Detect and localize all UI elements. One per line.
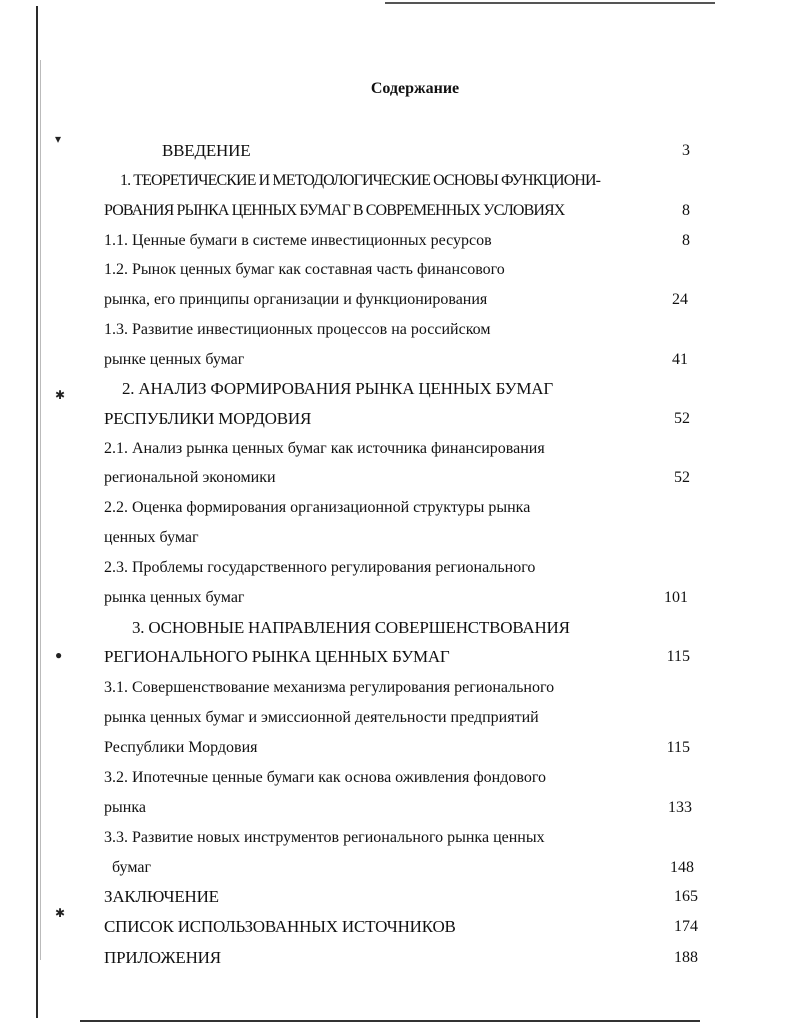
page-number: 3 [682, 142, 690, 159]
page-number: 101 [664, 589, 688, 606]
page-number: 115 [666, 648, 690, 665]
scan-mark: ✱ [55, 388, 66, 402]
page-number: 174 [674, 918, 698, 935]
toc-chapter-2-line-1: 2. АНАЛИЗ ФОРМИРОВАНИЯ РЫНКА ЦЕННЫХ БУМАГ [122, 379, 554, 398]
toc-chapter-3-line-1: 3. ОСНОВНЫЕ НАПРАВЛЕНИЯ СОВЕРШЕНСТВОВАНИЯ [132, 618, 570, 637]
toc-section-3-3-line-1: 3.3. Развитие новых инструментов регионального рынка ценных [104, 829, 545, 846]
page-number: 24 [672, 291, 688, 308]
scan-edge-line [36, 6, 38, 1018]
scan-edge-line-faint [40, 60, 41, 960]
toc-section-3-2-line-1: 3.2. Ипотечные ценные бумаги как основа оживления фондового [104, 769, 546, 786]
toc-section-1-3-line-1: 1.3. Развитие инвестиционных процессов на российском [104, 321, 491, 338]
toc-chapter-2-line-2: РЕСПУБЛИКИ МОРДОВИЯ [104, 409, 312, 428]
toc-section-1-3-line-2: рынке ценных бумаг [104, 351, 245, 368]
page-number: 165 [674, 888, 698, 905]
scan-top-line [385, 2, 715, 4]
page-number: 115 [666, 739, 690, 756]
toc-section-3-1-line-2: рынка ценных бумаг и эмиссионной деятельности предприятий [104, 709, 539, 726]
toc-section-2-1-line-1: 2.1. Анализ рынка ценных бумаг как источника финансирования [104, 440, 545, 457]
page-number: 148 [670, 859, 694, 876]
scan-mark: ✱ [55, 906, 66, 920]
toc-section-1-2-line-1: 1.2. Рынок ценных бумаг как составная часть финансового [104, 261, 505, 278]
toc-section-3-1-line-1: 3.1. Совершенствование механизма регулирования регионального [104, 679, 555, 696]
toc-chapter-1-line-2: РОВАНИЯ РЫНКА ЦЕННЫХ БУМАГ В СОВРЕМЕННЫХ УСЛОВИЯХ [104, 202, 565, 219]
toc-section-3-1-line-3: Республики Мордовия [104, 739, 258, 756]
scan-bottom-line [80, 1020, 700, 1022]
toc-conclusion: ЗАКЛЮЧЕНИЕ [104, 887, 219, 906]
scan-mark: ● [55, 648, 63, 662]
page-number: 133 [668, 799, 692, 816]
toc-section-3-2-line-2: рынка [104, 799, 146, 816]
page-number: 41 [672, 351, 688, 368]
toc-appendices: ПРИЛОЖЕНИЯ [104, 948, 221, 967]
toc-intro: ВВЕДЕНИЕ [162, 141, 251, 160]
page-number: 188 [674, 949, 698, 966]
toc-section-2-1-line-2: региональной экономики [104, 469, 276, 486]
toc-section-1-1: 1.1. Ценные бумаги в системе инвестиционных ресурсов [104, 232, 492, 249]
toc-chapter-3-line-2: РЕГИОНАЛЬНОГО РЫНКА ЦЕННЫХ БУМАГ [104, 647, 450, 666]
page-number: 8 [682, 202, 690, 219]
page-number: 8 [682, 232, 690, 249]
toc-section-2-3-line-1: 2.3. Проблемы государственного регулирования регионального [104, 559, 536, 576]
page-number: 52 [674, 410, 690, 427]
scan-mark: ▾ [55, 132, 62, 146]
toc-section-2-3-line-2: рынка ценных бумаг [104, 589, 245, 606]
toc-chapter-1-line-1: 1. ТЕОРЕТИЧЕСКИЕ И МЕТОДОЛОГИЧЕСКИЕ ОСНОВЫ ФУНКЦИОНИ- [120, 172, 601, 189]
toc-section-1-2-line-2: рынка, его принципы организации и функционирования [104, 291, 488, 308]
toc-section-2-2-line-2: ценных бумаг [104, 529, 199, 546]
page-number: 52 [674, 469, 690, 486]
toc-section-3-3-line-2: бумаг [112, 859, 151, 876]
toc-section-2-2-line-1: 2.2. Оценка формирования организационной структуры рынка [104, 499, 531, 516]
page-title: Содержание [370, 80, 460, 97]
toc-references: СПИСОК ИСПОЛЬЗОВАННЫХ ИСТОЧНИКОВ [104, 917, 456, 936]
